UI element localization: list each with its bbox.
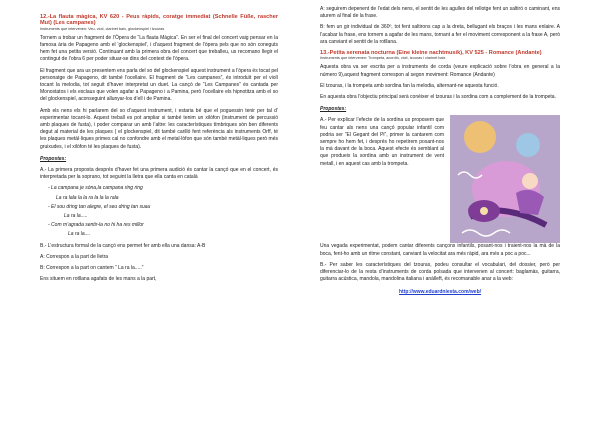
section-12-instruments: Instruments que intervenen: Veu, violí, clarinet baix, glockenspiel i tzouras bbox=[40, 26, 165, 31]
right-column bbox=[320, 6, 560, 301]
paragraph: El tzouras, i la trompeta amb sordina fan la melodia, alternant-ne aquesta funció. bbox=[320, 82, 499, 89]
sound-hole-shape bbox=[480, 207, 488, 215]
lyric-line: - El sou dring tan alegre, el seu dring tan suau bbox=[48, 203, 151, 210]
proposal-b-part-a: A: Correspon a la part de lletra bbox=[40, 253, 109, 260]
paragraph: Una vegada experimentat, podem cantar diferents cançons infantils, posant-nos i traient-nos la mà de la boca, fent-ho amb un ritme constant, canviant la velocitat ara més ràpid, ara més a poc a poc... bbox=[320, 243, 560, 257]
website-link[interactable]: http://www.eduardniesta.com/web/ bbox=[398, 289, 482, 296]
lyric-line: - Com m’agrada sentir-la no hi ha res millor bbox=[48, 222, 144, 229]
proposals-heading: Propostes: bbox=[320, 106, 347, 113]
paragraph: Amb els nens els hi parlarem del so d’aquest instrument, i estaria bé que el poguessin tenir per tal d’ experimentar tocant-lo. Aquest treball es pot ampliar si també tenim un xilòfon (instrument de percussió amb plaques de fusta), i poder comparar un amb l’altre: les característiques tímbriques són ben diferents degut al material de les plaques ( el glockenspiel, dit també carilló fent referència als instruments Orff, té les plaques metàl·liques primes cal no confondre amb el metal·lòfon que són també metàl·liques però més gruixudes, i el xilòfon té les plaques de fusta). bbox=[40, 107, 278, 150]
lyric-line: La ra la..... bbox=[64, 213, 88, 220]
paragraph: Tornem a trobar un fragment de l’Òpera de “La flauta Màgica”. En ser el final del concert vaig pensar en la famosa ària de Papageno amb el ‘glockenspiel’, i d’aquest fragment de l’òpera pels que no són coneguts hem fet una petita versió. Continuant amb la primera obra del concert que treballeu, us recomano llegir el contingut de l’obra 6 per poder situar-se dins del context de l’òpera. bbox=[40, 34, 278, 63]
proposal-b: B.- L’estructura formal de la cançó ens permet fer amb ella una dansa: A-B bbox=[40, 242, 206, 249]
proposal-a: A.- La primera proposta després d’haver fet una primera audició és cantar la cançó que en el concert, és interpretada per la soprano, tot seguint la lletra que ella canta en català bbox=[40, 167, 278, 181]
proposal-a: A.- Per explicar l’efecte de la sordina us proposem que feu cantar als nens una cançó popular infantil com podria ser “El Gegant del Pi”, primer la cantarem com sempre ho hem fet, i després ho repetirem posant-nos la mà davant de la boca. Aquest efecte és semblant al que produeix la sordina amb un instrument de vent metall, i en aquest cas amb la trompeta. bbox=[320, 117, 444, 167]
proposals-heading: Propostes: bbox=[40, 155, 67, 162]
lyric-line: - La campana je sóna,la campana ring ring bbox=[48, 185, 143, 192]
paragraph: A: seguirem depenent de l’edat dels nens, el sentit de les agulles del rellotge fent un saltiró o caminant, ens aturem al final de la frase. bbox=[320, 6, 560, 20]
paragraph: B: fem un gir individual de 360º, tot fent saltirons cap a la dreta, bellugant els braços i les mans enlaire. A l’acabar la frase, ens tornem a agafar de les mans, tornant a fer el moviment corresponent a la frase A, però ara canviant el sentit de la rotllana. bbox=[320, 24, 560, 45]
paragraph: En aquesta obra l’objectiu principal serà conèixer el tzouras i la sordina com a complement de la trompeta. bbox=[320, 94, 556, 101]
paragraph: Ens situem en rotllana agafats de les mans a la part, bbox=[40, 276, 157, 283]
sun-shape bbox=[464, 121, 496, 153]
paragraph: Aquesta obra va ser escrita per a instruments de corda (veure explicació sobre l’obra en general a la número 9),aquest fragment correspon al segon moviment: Romance (Andante) bbox=[320, 64, 560, 78]
paragraph: El fragment que ara us presentem ens parla del so del glockenspiel aquest instrument a l’òpera és tocat pel personatge de Papageno, dit també l’ocellaire. El fragment de “Les campanes”, és introduït per el violí tocant la melodia, tot seguit d’haver interpretat un duet. La cançó de “Les Campanes” és cantada per Monostatos i els esclaus que volen agafar a Papageno i a Pamina, però l’ocellaire els hipnotitza amb el so del glockenspiel, aconseguint allunyar-los d’ell i de Pamina. bbox=[40, 67, 278, 103]
section-13-instruments: Instruments que intervenen: Trompeta, acordió, violí, tzouras i clarinet baix bbox=[320, 56, 446, 61]
section-12-title: 12.-La flauta màgica, KV 620 - Peus ràpids, coratge immediat (Schnelle Füße, rascher Mut) (Les campanes) bbox=[40, 14, 278, 27]
musician-illustration bbox=[450, 115, 560, 243]
left-column bbox=[40, 14, 278, 288]
proposal-b: B.- Per saber les característiques del tzouras, podeu consultar el vocabulari, del dossier, però per diferenciar-lo de la resta d’instruments de corda polsada que intervenen al concert: baglamàs, guitarra, guitarra acústica, mandola, mandolina italiana i anàlleft, és recomanable anar a la web: bbox=[320, 261, 560, 283]
section-13-title: 13.-Petita serenata nocturna (Eine kleine nachtmusik), KV 525 - Romance (Andante) bbox=[320, 50, 542, 57]
lyric-line: La ra la.... bbox=[68, 231, 91, 238]
figure-head-shape bbox=[522, 173, 538, 189]
lyric-line: La ra lala la la ra la la la rala bbox=[56, 194, 119, 201]
proposal-a-with-image bbox=[320, 117, 560, 243]
blue-orb-shape bbox=[516, 133, 540, 157]
proposal-b-part-b: B: Correspon a la part on cantem “ La ra la.....” bbox=[40, 265, 144, 272]
